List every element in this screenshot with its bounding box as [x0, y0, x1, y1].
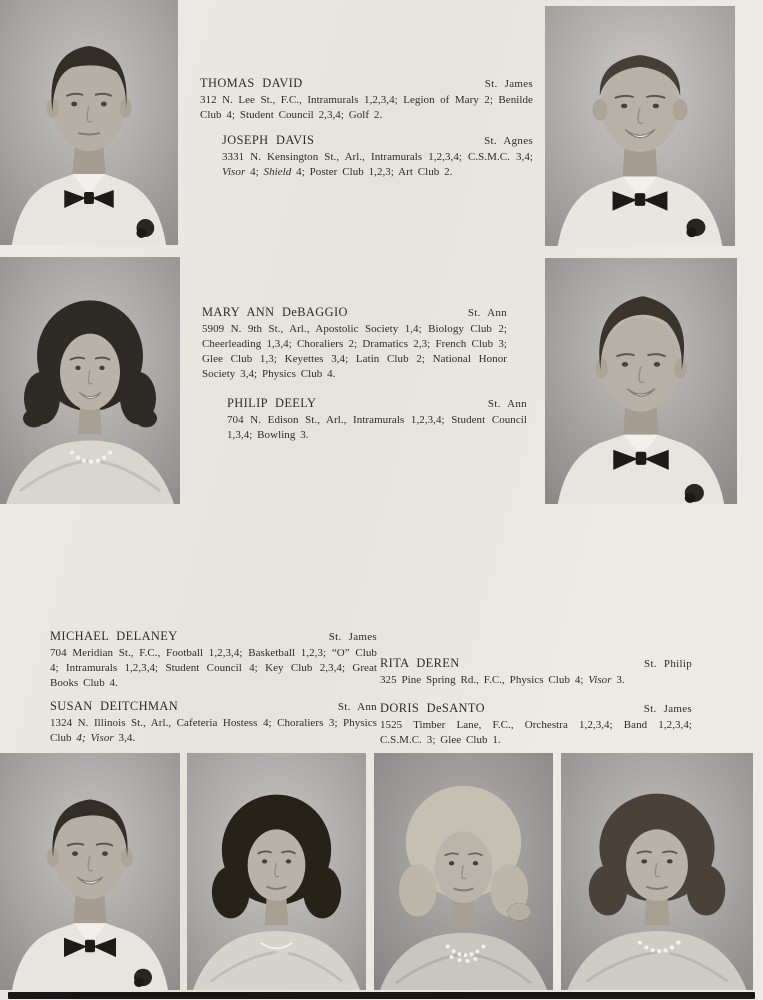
portrait-photo-thomas-david	[0, 0, 178, 245]
entry-rita-deren	[380, 656, 692, 688]
parish-name: St. Agnes	[484, 135, 533, 147]
portrait-photo-philip-deely	[545, 258, 737, 504]
entry-header	[50, 699, 377, 715]
entry-doris-desanto	[380, 701, 692, 748]
page-bottom-edge-shadow	[8, 992, 755, 999]
entry-susan-deitchman	[50, 699, 377, 746]
parish-name: St. Ann	[487, 398, 527, 410]
student-name: SUSAN DEITCHMAN	[50, 699, 179, 713]
entry-header	[227, 396, 527, 412]
entry-details: 1525 Timber Lane, F.C., Orchestra 1,2,3,4; Band 1,2,3,4; C.S.M.C. 3; Glee Club 1.	[380, 719, 692, 746]
entry-details: 704 Meridian St., F.C., Football 1,2,3,4; Basketball 1,2,3; “O” Club 4; Intramurals 1,2,3,4; Student Council 4; Key Club 2,3,4; Great Books Club 4.	[50, 647, 377, 689]
portrait-photo-joseph-davis	[545, 6, 735, 246]
entry-details: 5909 N. 9th St., Arl., Apostolic Society 1,4; Biology Club 2; Cheerleading 1,3,4; Choraliers 2; Dramatics 2,3; French Club 3; Glee Club 1,3; Keyettes 3,4; Latin Club 2; National Honor Society 3,4; Physics Club 4.	[202, 323, 507, 380]
portrait-photo-mary-ann-debaggio	[0, 257, 180, 504]
student-name: THOMAS DAVID	[200, 76, 303, 90]
portrait-photo-susan-deitchman	[187, 753, 366, 990]
student-name: MARY ANN DeBAGGIO	[202, 305, 348, 319]
parish-name: St. Ann	[467, 307, 507, 319]
entry-header	[200, 76, 533, 92]
entry-details: 325 Pine Spring Rd., F.C., Physics Club 4; Visor 3.	[380, 674, 625, 686]
parish-name: St. Ann	[337, 701, 377, 713]
entry-details: 3331 N. Kensington St., Arl., Intramurals 1,2,3,4; C.S.M.C. 3,4; Visor 4; Shield 4; Poster Club 1,2,3; Art Club 2.	[222, 151, 533, 178]
entry-philip-deely	[227, 396, 527, 443]
entry-joseph-davis	[222, 133, 533, 180]
entry-thomas-david	[200, 76, 533, 123]
entry-michael-delaney	[50, 629, 377, 691]
portrait-photo-doris-desanto	[561, 753, 753, 990]
student-name: PHILIP DEELY	[227, 396, 317, 410]
entry-details: 312 N. Lee St., F.C., Intramurals 1,2,3,4; Legion of Mary 2; Benilde Club 4; Student Council 2,3,4; Golf 2.	[200, 94, 533, 121]
entry-mary-ann-debaggio	[202, 305, 507, 382]
entry-header	[380, 701, 692, 717]
student-name: MICHAEL DELANEY	[50, 629, 178, 643]
parish-name: St. Philip	[644, 658, 692, 670]
entry-details: 1324 N. Illinois St., Arl., Cafeteria Hostess 4; Choraliers 3; Physics Club 4; Visor 3,4.	[50, 717, 377, 744]
student-name: JOSEPH DAVIS	[222, 133, 315, 147]
student-name: DORIS DeSANTO	[380, 701, 486, 715]
parish-name: St. James	[643, 703, 692, 715]
entry-header	[380, 656, 692, 672]
portrait-photo-rita-deren	[374, 753, 553, 990]
parish-name: St. James	[328, 631, 377, 643]
entry-details: 704 N. Edison St., Arl., Intramurals 1,2,3,4; Student Council 1,3,4; Bowling 3.	[227, 414, 527, 441]
entry-header	[50, 629, 377, 645]
parish-name: St. James	[484, 78, 533, 90]
portrait-photo-michael-delaney	[0, 753, 180, 990]
entry-header	[222, 133, 533, 149]
student-name: RITA DEREN	[380, 656, 460, 670]
entry-header	[202, 305, 507, 321]
